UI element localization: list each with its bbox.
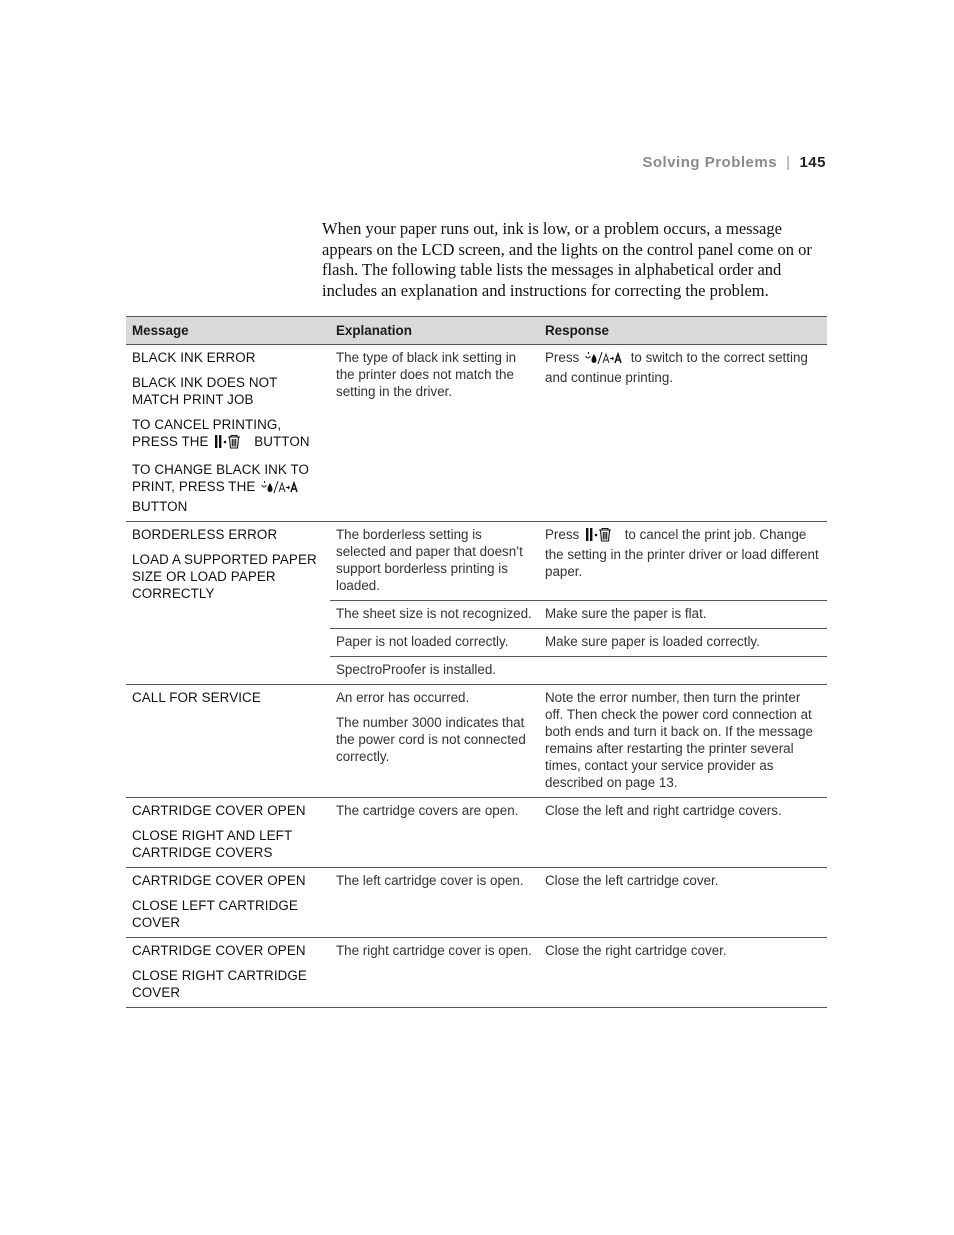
table-header-row: [126, 317, 827, 345]
message-line: TO CHANGE BLACK INK TO PRINT, PRESS THE BUTTON: [132, 462, 310, 514]
error-message-table: [126, 316, 827, 1008]
table-row: [126, 345, 827, 522]
table-row: [126, 868, 827, 938]
explanation-cell: SpectroProofer is installed.: [330, 657, 539, 685]
ink-switch-icon: [261, 480, 301, 498]
message-line: CALL FOR SERVICE: [132, 690, 261, 705]
message-line: LOAD A SUPPORTED PAPER SIZE OR LOAD PAPER CORRECTLY: [132, 552, 317, 601]
message-line: CARTRIDGE COVER OPEN: [132, 943, 306, 958]
message-line: CARTRIDGE COVER OPEN: [132, 873, 306, 888]
running-header: [642, 154, 826, 171]
explanation-cell: The cartridge covers are open.: [330, 798, 539, 868]
explanation-cell: The sheet size is not recognized.: [330, 601, 539, 629]
header-response: Response: [539, 317, 827, 345]
response-cell: Press to switch to the correct setting and continue printing.: [539, 345, 827, 522]
explanation-cell: The borderless setting is selected and paper that doesn’t support borderless printing is loaded.: [330, 522, 539, 601]
response-cell: Close the left cartridge cover.: [539, 868, 827, 938]
pause-cancel-icon: [585, 527, 619, 546]
explanation-cell: Paper is not loaded correctly.: [330, 629, 539, 657]
response-cell: Make sure paper is loaded correctly.: [539, 629, 827, 657]
message-line: BLACK INK ERROR: [132, 350, 256, 365]
response-cell: Note the error number, then turn the printer off. Then check the power cord connection at both ends and turn it back on. If the message remains after restarting the printer several times, contact your service provider as described on page 13.: [539, 685, 827, 798]
explanation-cell: The type of black ink setting in the printer does not match the setting in the driver.: [330, 345, 539, 522]
message-cell: [126, 522, 330, 685]
section-title: Solving Problems: [642, 154, 778, 171]
response-cell: Close the right cartridge cover.: [539, 938, 827, 1008]
explanation-cell: The left cartridge cover is open.: [330, 868, 539, 938]
message-cell: [126, 938, 330, 1008]
explanation-cell: An error has occurred. The number 3000 indicates that the power cord is not connected correctly.: [330, 685, 539, 798]
intro-paragraph: When your paper runs out, ink is low, or a problem occurs, a message appears on the LCD screen, and the lights on the control panel come on or flash. The following table lists the messages in alphabetical order and includes an explanation and instructions for correcting the problem.: [322, 219, 812, 300]
explanation-cell: The right cartridge cover is open.: [330, 938, 539, 1008]
message-cell: [126, 868, 330, 938]
message-line: BLACK INK DOES NOT MATCH PRINT JOB: [132, 375, 278, 407]
header-message: Message: [126, 317, 330, 345]
ink-switch-icon: [585, 351, 625, 369]
page-number: 145: [799, 154, 826, 171]
message-line: BORDERLESS ERROR: [132, 527, 278, 542]
message-line: CARTRIDGE COVER OPEN: [132, 803, 306, 818]
message-cell: [126, 798, 330, 868]
table-row: [126, 522, 827, 601]
response-cell: Press to cancel the print job. Change the setting in the printer driver or load different paper.: [539, 522, 827, 601]
message-cell: [126, 345, 330, 522]
response-cell: [539, 657, 827, 685]
table-row: [126, 938, 827, 1008]
message-line: CLOSE RIGHT AND LEFT CARTRIDGE COVERS: [132, 828, 292, 860]
message-line: CLOSE LEFT CARTRIDGE COVER: [132, 898, 298, 930]
table-row: [126, 685, 827, 798]
table-row: [126, 798, 827, 868]
message-line: CLOSE RIGHT CARTRIDGE COVER: [132, 968, 307, 1000]
response-cell: Make sure the paper is flat.: [539, 601, 827, 629]
header-divider: |: [786, 154, 791, 171]
message-line: TO CANCEL PRINTING, PRESS THE BUTTON: [132, 416, 324, 453]
message-cell: [126, 685, 330, 798]
response-cell: Close the left and right cartridge covers.: [539, 798, 827, 868]
header-explanation: Explanation: [330, 317, 539, 345]
pause-cancel-icon: [214, 434, 248, 453]
